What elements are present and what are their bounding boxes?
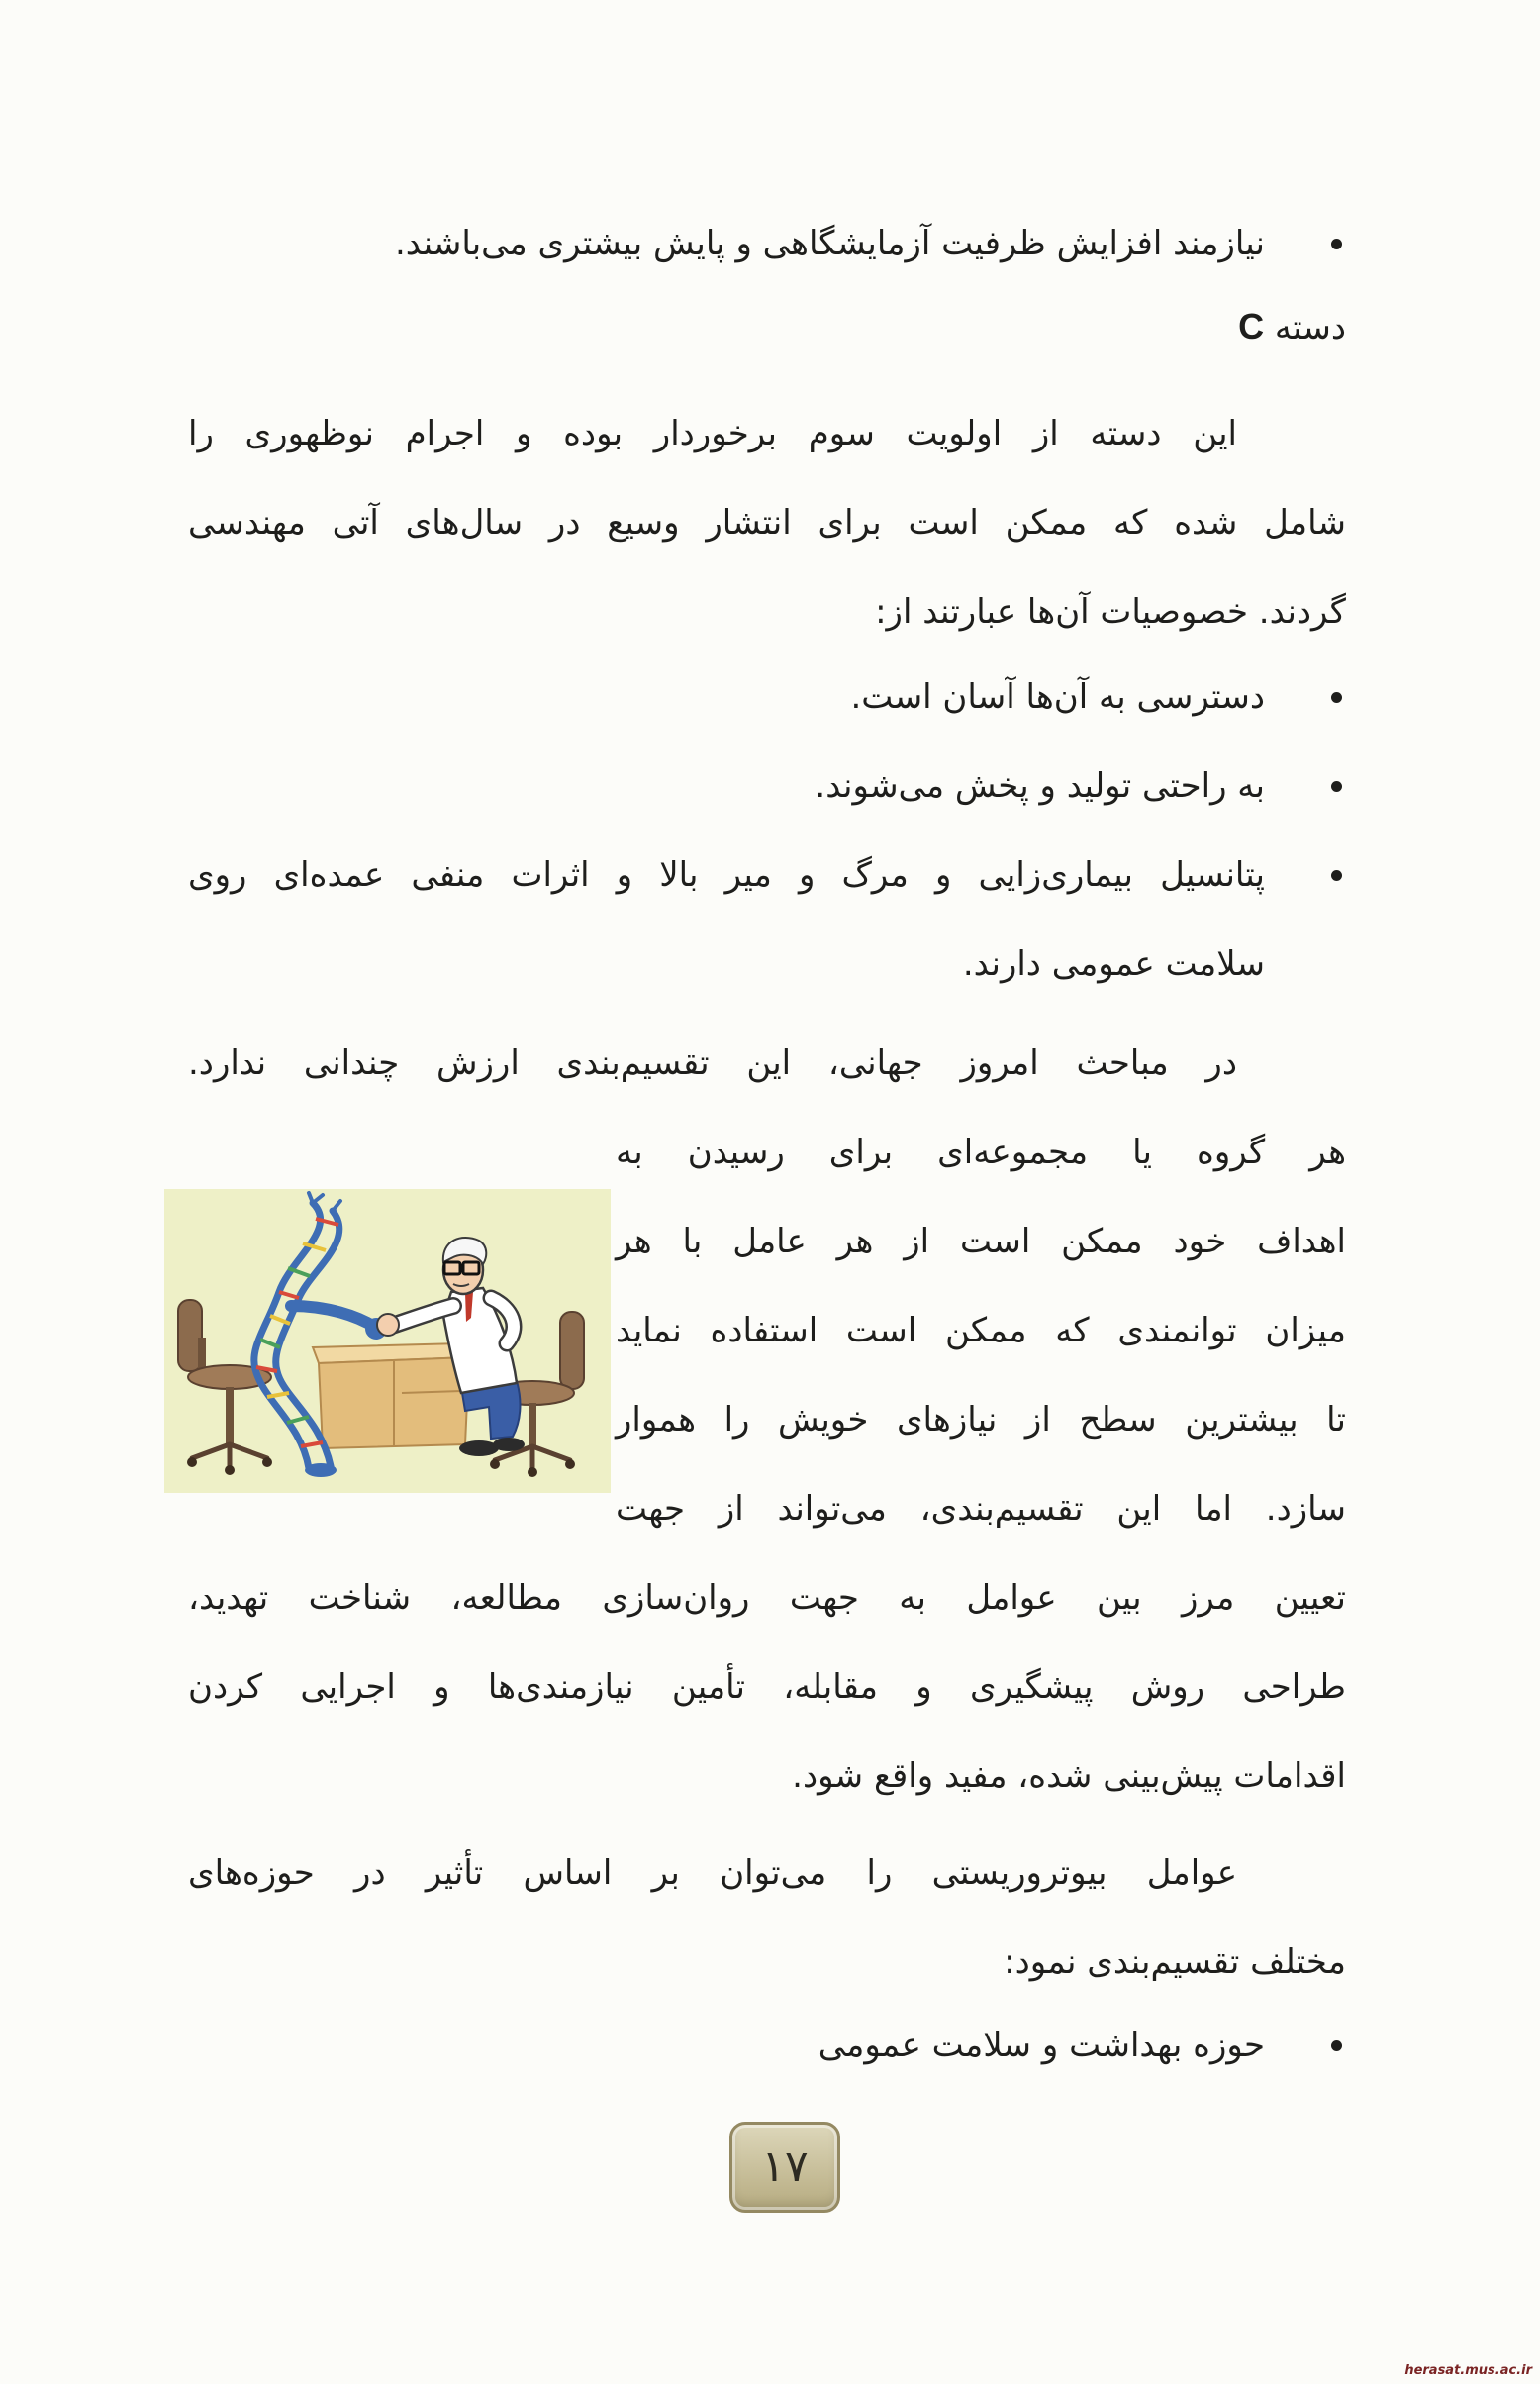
bullet-item-continued [188, 199, 1346, 288]
paragraph-line: سازد. اما این تقسیم‌بندی، می‌تواند از جهت [616, 1489, 1346, 1529]
paragraph-line: شامل شده که ممکن است برای انتشار وسیع در سال‌های آتی مهندسی [188, 503, 1346, 543]
cartoon-illustration [164, 1189, 611, 1493]
bullet-text: نیازمند افزایش ظرفیت آزمایشگاهی و پایش بیشتری می‌باشند. [394, 224, 1265, 263]
page-number-badge [729, 2122, 840, 2213]
chair-wheel [187, 1457, 197, 1467]
scientist-hand [377, 1314, 399, 1336]
site-watermark: herasat.mus.ac.ir [1404, 2363, 1532, 2378]
bullet-line [188, 2001, 1346, 2090]
domains-list [188, 2001, 1346, 2090]
section-heading [188, 282, 1346, 371]
bullet-icon [1331, 781, 1342, 792]
bullet-text: پتانسیل بیماری‌زایی و مرگ و میر بالا و اثرات منفی عمده‌ای روی [188, 855, 1265, 895]
paragraph-line: تعیین مرز بین عوامل به جهت روان‌سازی مطالعه، شناخت تهدید، [188, 1578, 1346, 1618]
bullet-icon [1331, 239, 1342, 249]
bullet-line [188, 652, 1346, 742]
paragraph-line: تا بیشترین سطح از نیازهای خویش را هموار [616, 1400, 1346, 1440]
bullet-text: دسترسی به آن‌ها آسان است. [850, 677, 1265, 717]
bullet-line [188, 742, 1346, 831]
chair-wheel [528, 1467, 537, 1477]
list-item [188, 742, 1346, 831]
scientist-shoe [459, 1440, 499, 1456]
paragraph-line: گردند. خصوصیات آن‌ها عبارتند از: [875, 592, 1346, 632]
bullet-text: سلامت عمومی دارند. [962, 944, 1265, 984]
arm-wrestling-cartoon [164, 1189, 611, 1493]
paragraph-line: اهداف خود ممکن است از هر عامل با هر [616, 1222, 1346, 1261]
paragraph-line: طراحی روش پیشگیری و مقابله، تأمین نیازمندی‌ها و اجرایی کردن [188, 1667, 1346, 1707]
list-item [188, 652, 1346, 742]
heading-letter: C [1238, 306, 1265, 347]
heading-word: دسته [1274, 308, 1346, 348]
chair-wheel [225, 1465, 235, 1475]
bullet-text: به راحتی تولید و پخش می‌شوند. [815, 766, 1265, 806]
chair-pole [226, 1387, 234, 1444]
chair-wheel [490, 1459, 500, 1469]
bullet-icon [1331, 692, 1342, 703]
bullet-text: حوزه بهداشت و سلامت عمومی [818, 2026, 1265, 2065]
desk [313, 1343, 469, 1448]
paragraph-line: مختلف تقسیم‌بندی نمود: [1004, 1942, 1346, 1982]
chair-wheel [565, 1459, 575, 1469]
category-c-paragraph [188, 389, 1346, 656]
paragraph-line: عوامل بیوتروریستی را می‌توان بر اساس تأثیر در حوزه‌های [188, 1853, 1237, 1893]
paragraph-line: این دسته از اولویت سوم برخوردار بوده و اجرام نوظهوری را [188, 414, 1237, 453]
characteristics-list [188, 652, 1346, 1009]
bullet-icon [1331, 870, 1342, 881]
page-number: ۱۷ [761, 2141, 809, 2192]
paragraph-line: اقدامات پیش‌بینی شده، مفید واقع شود. [792, 1756, 1346, 1796]
chair-wheel [262, 1457, 272, 1467]
paragraph-line: در مباحث امروز جهانی، این تقسیم‌بندی ارزش چندانی ندارد. [188, 1043, 1237, 1083]
bullet-icon [1331, 2040, 1342, 2051]
chair-pole [529, 1403, 536, 1446]
chair-backrest [560, 1312, 584, 1389]
text-column [188, 199, 1346, 2090]
domains-paragraph [188, 1829, 1346, 2007]
bullet-line [188, 831, 1346, 920]
list-item [188, 831, 1346, 1009]
bullet-line-continued [188, 920, 1346, 1009]
paragraph-line: هر گروه یا مجموعه‌ای برای رسیدن به [616, 1133, 1346, 1172]
paragraph-line: میزان توانمندی که ممکن است استفاده نماید [616, 1311, 1346, 1350]
scientist-shoe [493, 1438, 525, 1451]
dna-foot [305, 1463, 337, 1477]
